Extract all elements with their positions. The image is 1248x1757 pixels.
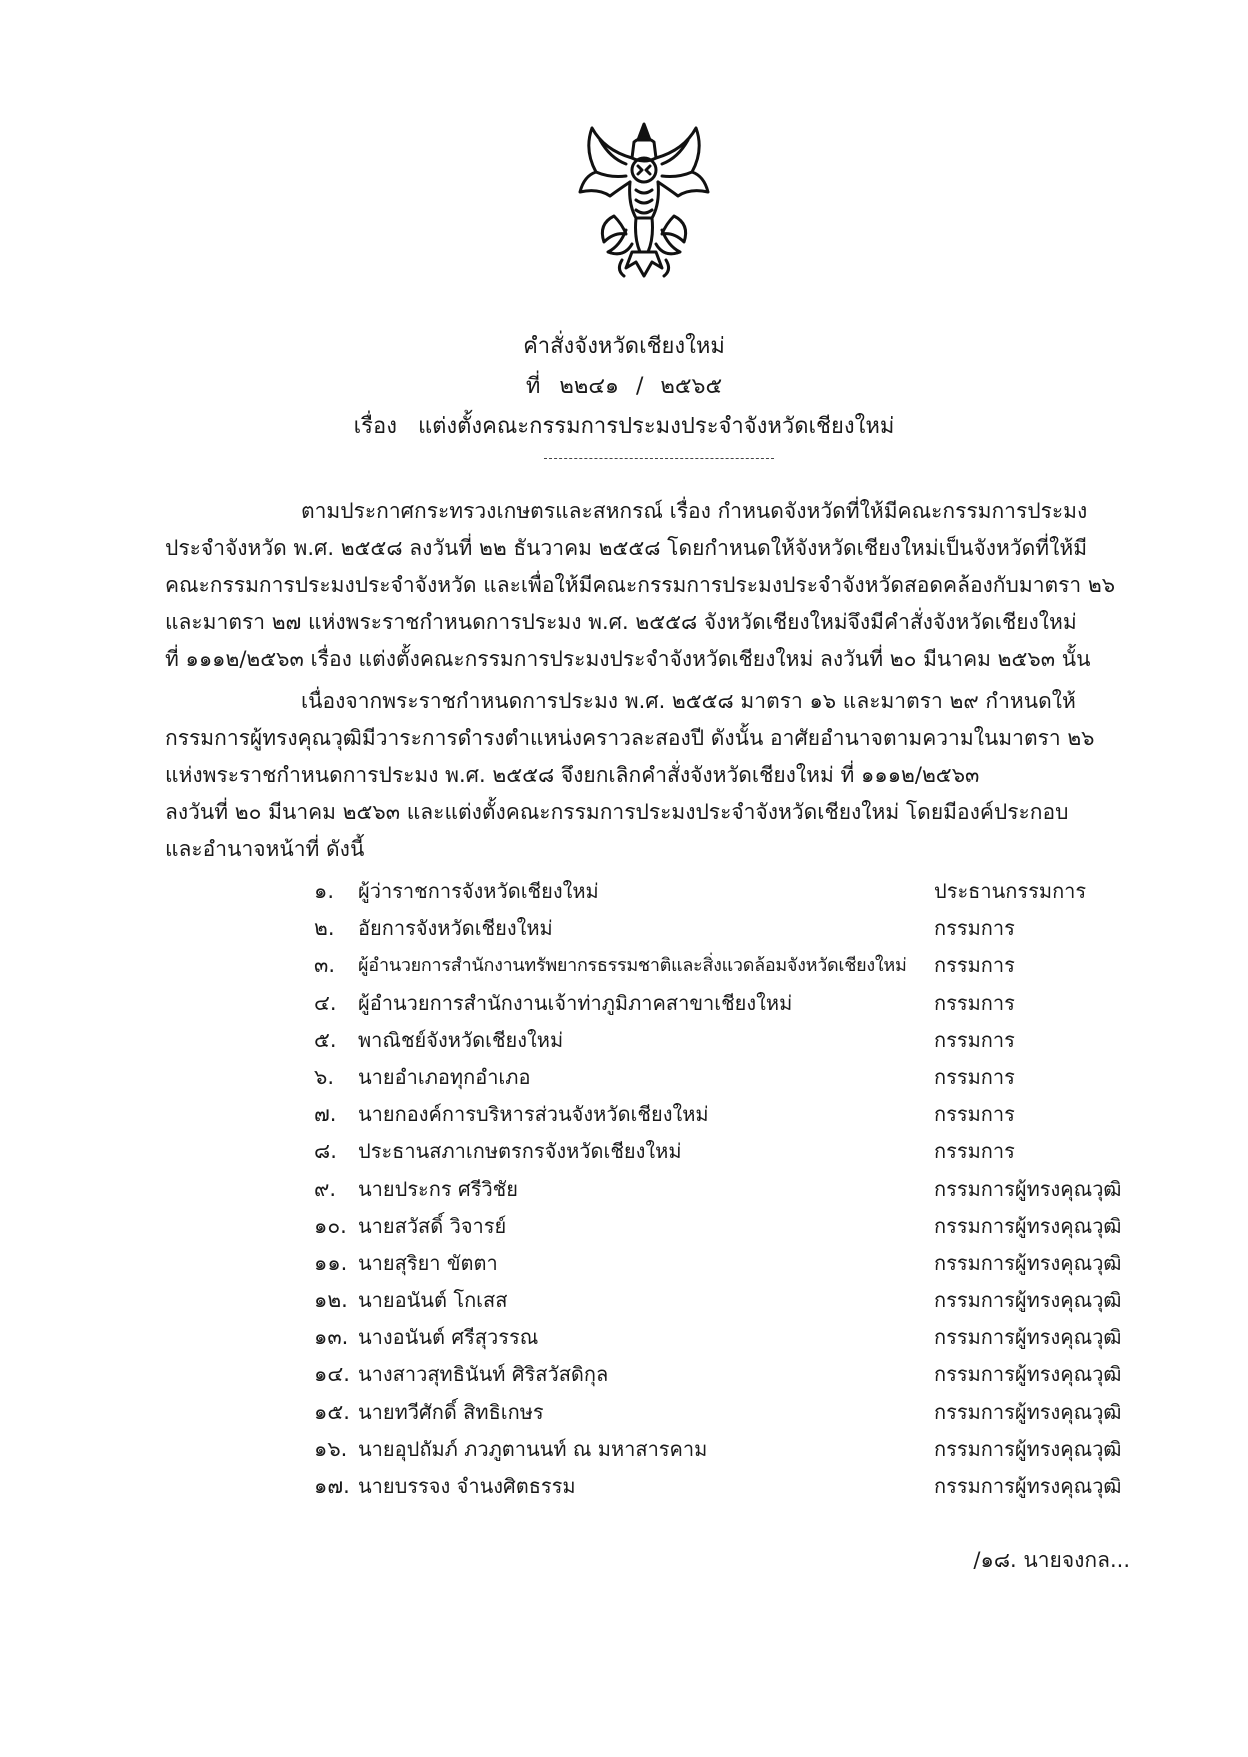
member-number: ๑๕.	[314, 1399, 350, 1424]
paragraph-line: และอำนาจหน้าที่ ดังนี้	[165, 837, 365, 861]
order-number-separator: /	[635, 374, 644, 399]
committee-member-list	[314, 873, 1134, 1505]
member-item	[314, 910, 1134, 947]
paragraph-line: ประจำจังหวัด พ.ศ. ๒๕๕๘ ลงวันที่ ๒๒ ธันวาคม ๒๕๕๘ โดยกำหนดให้จังหวัดเชียงใหม่เป็นจังหวัดที่ให้มี	[165, 536, 1088, 560]
paragraph-line: ที่ ๑๑๑๒/๒๕๖๓ เรื่อง แต่งตั้งคณะกรรมการประมงประจำจังหวัดเชียงใหม่ ลงวันที่ ๒๐ มีนาคม ๒๕๖๓ นั้น	[165, 647, 1091, 671]
member-item	[314, 1468, 1134, 1505]
member-name: ผู้อำนวยการสำนักงานทรัพยากรธรรมชาติและสิ่งแวดล้อมจังหวัดเชียงใหม่	[358, 955, 907, 977]
member-name: ผู้ว่าราชการจังหวัดเชียงใหม่	[358, 879, 599, 903]
member-number: ๙.	[314, 1176, 337, 1201]
member-item	[314, 1356, 1134, 1393]
member-role: กรรมการ	[934, 1102, 1015, 1127]
member-role: กรรมการ	[934, 1064, 1015, 1089]
member-item	[314, 873, 1134, 910]
member-role: กรรมการผู้ทรงคุณวุฒิ	[934, 1474, 1122, 1498]
member-number: ๑๓.	[314, 1325, 349, 1350]
member-number: ๑๗.	[314, 1474, 350, 1498]
member-name: พาณิชย์จังหวัดเชียงใหม่	[358, 1027, 564, 1052]
paragraph-line: กรรมการผู้ทรงคุณวุฒิมีวาระการดำรงตำแหน่งคราวละสองปี ดังนั้น อาศัยอำนาจตามความในมาตรา ๒๖	[165, 726, 1095, 750]
member-name: ผู้อำนวยการสำนักงานเจ้าท่าภูมิภาคสาขาเชียงใหม่	[358, 990, 793, 1015]
member-number: ๑๔.	[314, 1362, 350, 1387]
continuation-note: /๑๘. นายจงกล...	[973, 1548, 1130, 1572]
member-name: ประธานสภาเกษตรกรจังหวัดเชียงใหม่	[358, 1139, 682, 1164]
member-role: กรรมการผู้ทรงคุณวุฒิ	[934, 1213, 1122, 1238]
member-role: กรรมการ	[934, 990, 1015, 1015]
member-item	[314, 1431, 1134, 1468]
member-name: นางสาวสุทธินันท์ ศิริสวัสดิกุล	[358, 1362, 609, 1387]
member-name: อัยการจังหวัดเชียงใหม่	[358, 916, 553, 941]
order-year: ๒๕๖๕	[660, 374, 723, 399]
member-name: นายอุปถัมภ์ ภวภูตานนท์ ณ มหาสารคาม	[358, 1436, 708, 1461]
paragraph-reason	[165, 683, 1130, 868]
paragraph-line: คณะกรรมการประมงประจำจังหวัด และเพื่อให้มีคณะกรรมการประมงประจำจังหวัดสอดคล้องกับมาตรา ๒๖	[165, 573, 1116, 597]
order-subject-line	[0, 412, 1248, 442]
member-role: กรรมการ	[934, 1139, 1015, 1164]
member-item	[314, 1059, 1134, 1096]
member-name: นายบรรจง จำนงศิตธรรม	[358, 1474, 576, 1498]
paragraph-line: ลงวันที่ ๒๐ มีนาคม ๒๕๖๓ และแต่งตั้งคณะกรรมการประมงประจำจังหวัดเชียงใหม่ โดยมีองค์ประกอบ	[165, 800, 1069, 824]
member-role: กรรมการผู้ทรงคุณวุฒิ	[934, 1325, 1122, 1350]
order-number: ๒๒๔๑	[559, 374, 619, 399]
member-name: นายอนันต์ โกเสส	[358, 1288, 508, 1313]
member-item	[314, 1208, 1134, 1245]
member-number: ๘.	[314, 1139, 337, 1164]
member-item	[314, 985, 1134, 1022]
member-name: นายสุริยา ขัตตา	[358, 1250, 498, 1275]
member-name: นายอำเภอทุกอำเภอ	[358, 1064, 531, 1089]
member-number: ๑๐.	[314, 1213, 347, 1238]
garuda-emblem-icon	[574, 120, 714, 280]
member-role: กรรมการผู้ทรงคุณวุฒิ	[934, 1362, 1122, 1387]
order-number-label: ที่	[525, 374, 541, 399]
member-role: กรรมการ	[934, 953, 1015, 978]
member-number: ๕.	[314, 1027, 337, 1052]
member-item	[314, 1245, 1134, 1282]
member-role: กรรมการผู้ทรงคุณวุฒิ	[934, 1436, 1122, 1461]
member-item	[314, 1022, 1134, 1059]
paragraph-line: ตามประกาศกระทรวงเกษตรและสหกรณ์ เรื่อง กำหนดจังหวัดที่ให้มีคณะกรรมการประมง	[301, 499, 1088, 523]
member-number: ๓.	[314, 953, 336, 978]
header-divider	[544, 458, 774, 459]
paragraph-line: และมาตรา ๒๗ แห่งพระราชกำหนดการประมง พ.ศ. ๒๕๕๘ จังหวัดเชียงใหม่จึงมีคำสั่งจังหวัดเชียงใหม่	[165, 610, 1077, 634]
member-role: กรรมการผู้ทรงคุณวุฒิ	[934, 1176, 1122, 1201]
member-item	[314, 1133, 1134, 1170]
member-item	[314, 1171, 1134, 1208]
member-item	[314, 1394, 1134, 1431]
member-item	[314, 1282, 1134, 1319]
member-number: ๗.	[314, 1102, 337, 1127]
member-name: นายประกร ศรีวิชัย	[358, 1176, 518, 1201]
member-role: กรรมการผู้ทรงคุณวุฒิ	[934, 1250, 1122, 1275]
member-number: ๖.	[314, 1064, 335, 1089]
member-number: ๑๑.	[314, 1250, 348, 1275]
member-role: ประธานกรรมการ	[934, 879, 1087, 903]
member-name: นายกองค์การบริหารส่วนจังหวัดเชียงใหม่	[358, 1102, 709, 1127]
member-number: ๑๒.	[314, 1288, 348, 1313]
member-number: ๑.	[314, 879, 335, 903]
member-name: นางอนันต์ ศรีสุวรรณ	[358, 1325, 539, 1350]
member-item	[314, 1319, 1134, 1356]
paragraph-preamble	[165, 493, 1130, 678]
order-title: คำสั่งจังหวัดเชียงใหม่	[523, 334, 725, 359]
subject-text: แต่งตั้งคณะกรรมการประมงประจำจังหวัดเชียงใหม่	[417, 414, 895, 439]
paragraph-line: แห่งพระราชกำหนดการประมง พ.ศ. ๒๕๕๘ จึงยกเลิกคำสั่งจังหวัดเชียงใหม่ ที่ ๑๑๑๒/๒๕๖๓	[165, 763, 980, 787]
member-role: กรรมการ	[934, 1027, 1015, 1052]
member-role: กรรมการ	[934, 916, 1015, 941]
member-number: ๑๖.	[314, 1436, 348, 1461]
member-item	[314, 947, 1134, 984]
member-name: นายทวีศักดิ์ สิทธิเกษร	[358, 1399, 544, 1424]
order-number-line	[0, 372, 1248, 402]
member-number: ๒.	[314, 916, 335, 941]
member-name: นายสวัสดิ์ วิจารย์	[358, 1213, 507, 1238]
paragraph-line: เนื่องจากพระราชกำหนดการประมง พ.ศ. ๒๕๕๘ มาตรา ๑๖ และมาตรา ๒๙ กำหนดให้	[301, 689, 1076, 713]
subject-label: เรื่อง	[353, 414, 397, 439]
member-item	[314, 1096, 1134, 1133]
member-role: กรรมการผู้ทรงคุณวุฒิ	[934, 1399, 1122, 1424]
member-role: กรรมการผู้ทรงคุณวุฒิ	[934, 1288, 1122, 1313]
member-number: ๔.	[314, 990, 337, 1015]
